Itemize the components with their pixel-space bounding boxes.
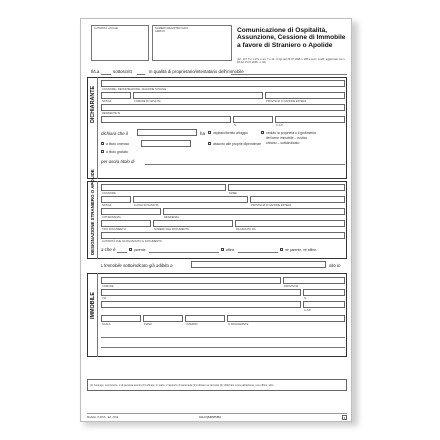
a-che-label: a che è — [101, 247, 116, 252]
piano-caption: PIANO — [144, 323, 153, 326]
comune-nascita-caption: COMUNE DI NASCITA — [134, 100, 161, 103]
dichiara-label: dichiara che il — [101, 131, 128, 136]
civico-field[interactable] — [233, 116, 273, 123]
immobile-n-field[interactable] — [303, 289, 345, 296]
notes-box — [87, 379, 347, 391]
immobile-provincia-field[interactable] — [283, 277, 345, 284]
civico-caption: N. — [234, 124, 237, 127]
footer-code: Modello: 8-9/SS - Ed. 2019 — [87, 416, 119, 419]
ospitato-label: ospitato/fornito alloggio — [213, 131, 248, 135]
per-uso-label: per uso/a titolo di — [101, 159, 135, 164]
numero-documento-caption: NUMERO DEL DOCUMENTO — [154, 228, 189, 231]
in-qualita-label: in qualità di proprietario/intestatario dell'immobile — [149, 69, 244, 74]
form-page — [80, 18, 352, 422]
immobile-cap-field[interactable] — [303, 301, 345, 308]
field-line — [101, 74, 111, 75]
titolo-gratuito-checkbox[interactable] — [101, 150, 104, 153]
straniero-nome-field[interactable] — [228, 184, 345, 191]
straniero-nato-field[interactable] — [101, 196, 131, 203]
interno-field[interactable] — [185, 315, 225, 322]
immobile-provincia-caption: PROVINCIA — [284, 285, 299, 288]
footer-center: ALLA QUESTURA — [199, 416, 222, 419]
ne-parente-checkbox[interactable] — [280, 248, 283, 251]
tipo-documento-field[interactable] — [101, 220, 151, 227]
local-authority-label: AUTORITÀ LOCALE — [94, 27, 119, 30]
autorita-field[interactable] — [101, 232, 345, 239]
data-field[interactable] — [137, 129, 197, 136]
immobile-via-caption: VIA — [102, 297, 107, 300]
immobile-indirizzo-field[interactable] — [101, 301, 301, 308]
field-line — [101, 337, 345, 338]
page-number: 1 — [343, 416, 346, 420]
document-title: Comunicazione di Ospitalità, Assunzione, Cessione di Immobile a favore di Straniero o Apolide — [237, 27, 346, 49]
field-line — [101, 347, 345, 348]
rilasciato-field[interactable] — [235, 220, 345, 227]
field-line — [117, 252, 127, 253]
ceduto-label-2: del bene immobile – rustico — [266, 136, 308, 140]
dichiarante-label: DICHIARANTE — [90, 85, 96, 123]
field-line — [137, 74, 145, 75]
cognome-field[interactable] — [101, 80, 345, 87]
residente-caption: RESIDENTE IN — [102, 112, 121, 115]
interno-caption: INTERNO — [186, 323, 198, 326]
registry-label: NUMERO REGISTRO DATA ARRIVO — [155, 27, 188, 33]
titolo-gratuito-label: a titolo gratuito — [106, 150, 129, 154]
sottoscritto-label: sottoscritt — [113, 69, 132, 74]
cap-field[interactable] — [275, 116, 345, 123]
firma-caption: IL DICHIARANTE — [228, 323, 249, 326]
cittadinanza-field[interactable] — [101, 208, 161, 215]
field-line — [145, 164, 345, 165]
affine-checkbox[interactable] — [221, 248, 224, 251]
parente-checkbox[interactable] — [129, 248, 132, 251]
titolo-oneroso-checkbox[interactable] — [101, 142, 104, 145]
immobile-n-caption: N. — [304, 297, 307, 300]
straniero-provincia-field[interactable] — [250, 196, 345, 203]
ceduto-checkbox[interactable] — [261, 131, 264, 134]
section-divider — [97, 273, 98, 357]
residenza-caption: RESIDENZA — [164, 216, 179, 219]
numero-documento-field[interactable] — [153, 220, 233, 227]
section-divider — [97, 77, 98, 179]
immobile-adibito-label: L'immobile sottoindicato già adibito a — [101, 263, 173, 268]
legal-reference: (Art. 147 T.U. L.P.S. e art. 7 e 12 - D.lgs del 25.07.1998 n. 286 e succ. modif. aggiornato con L. 94 del 15.07.2009, n. 94) — [237, 58, 346, 65]
affine-label: affine — [226, 248, 235, 252]
field-line — [231, 74, 347, 75]
firma-field[interactable] — [227, 315, 345, 322]
titolo-oneroso-label: a titolo oneroso — [106, 142, 130, 146]
piano-field[interactable] — [143, 315, 183, 322]
notes-text: (1) Coniuge, convivente, o di persona aventi (2) Indicare, in parte, il rapporto di parentela (3) Indicare se del tutto (4) Utilizzare come abitazione, uso ufficio, altro — [90, 384, 274, 387]
immobile-comune-field[interactable] — [101, 277, 281, 284]
scala-field[interactable] — [101, 315, 141, 322]
residente-field[interactable] — [101, 104, 345, 111]
ne-parente-label: né parente, né affine. — [285, 248, 317, 252]
straniero-nato-caption: NATO/A — [102, 204, 112, 207]
assunto-checkbox[interactable] — [208, 142, 211, 145]
ceduto-label: ceduto la proprietà o il godimento — [266, 131, 317, 135]
nato-caption: NATO/A — [102, 100, 112, 103]
ha-label: ha — [200, 131, 205, 136]
indirizzo-field[interactable] — [101, 116, 231, 123]
autorita-caption: AUTORITÀ CHE HA RILASCIATO IL DOCUMENTO — [102, 240, 162, 243]
immobile-cap-caption: C.A.P. — [304, 309, 312, 312]
straniero-cognome-field[interactable] — [101, 184, 226, 191]
residenza-field[interactable] — [163, 208, 345, 215]
assunto-label: assunto alle proprie dipendenze — [213, 142, 262, 146]
comune-nascita-field[interactable] — [133, 92, 263, 99]
immobile-comune-caption: COMUNE — [102, 285, 114, 288]
cognome-caption: COGNOME • DENOMINAZIONE • RAGIONE SOCIALE — [102, 88, 167, 91]
provincia-caption: PROVINCIA O NAZIONE ESTERA — [266, 100, 307, 103]
straniero-nome-caption: NOME — [229, 192, 237, 195]
cap-caption: C.A.P. — [276, 124, 284, 127]
straniero-label: DESIGNAZIONE STRANIERO O APOLIDE — [90, 169, 95, 255]
oneroso-field[interactable] — [141, 140, 191, 147]
footer-rule — [87, 413, 347, 414]
field-line — [238, 252, 278, 253]
immobile-label: IMMOBILE — [90, 292, 96, 319]
rilasciato-caption: RILASCIATO DA — [236, 228, 256, 231]
straniero-cognome-caption: COGNOME — [102, 192, 116, 195]
scala-caption: SCALA — [102, 323, 111, 326]
immobile-via-field[interactable] — [101, 289, 301, 296]
straniero-provincia-caption: PROVINCIA O NAZIONE ESTERA — [251, 204, 292, 207]
straniero-luogo-field[interactable] — [133, 196, 248, 203]
section-divider — [97, 181, 98, 259]
parente-label: parente — [134, 248, 146, 252]
local-authority-box[interactable] — [91, 25, 149, 61]
straniero-luogo-caption: LUOGO DI NASCITA — [134, 204, 159, 207]
ospitato-checkbox[interactable] — [208, 131, 211, 134]
nato-field[interactable] — [101, 92, 131, 99]
registry-box[interactable] — [152, 25, 232, 61]
provincia-field[interactable] — [265, 92, 345, 99]
cittadinanza-caption: CITTADINANZA — [102, 216, 121, 219]
sottoscritto-prefix: Il/La — [91, 69, 100, 74]
sito-in-label: sito in — [329, 263, 341, 268]
ceduto-label-3: urbano – sottoindicato — [266, 141, 300, 145]
field-line — [149, 252, 219, 253]
tipo-documento-caption: TIPO DOCUMENTO — [102, 228, 126, 231]
adibito-field[interactable] — [191, 261, 326, 268]
